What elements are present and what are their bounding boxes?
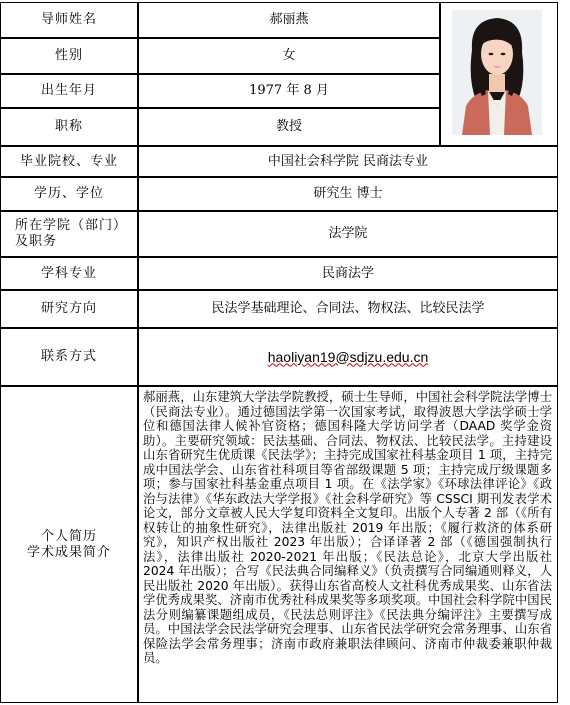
school-value: 中国社会科学院 民商法专业 <box>138 146 558 177</box>
contact-label: 联系方式 <box>0 328 138 386</box>
title-value: 教授 <box>138 108 440 146</box>
portrait-photo <box>452 10 542 135</box>
birth-value: 1977 年 8 月 <box>138 74 440 108</box>
gender-value: 女 <box>138 38 440 74</box>
discipline-value: 民商法学 <box>138 257 558 290</box>
college-value: 法学院 <box>138 211 558 257</box>
title-label: 职称 <box>0 108 138 146</box>
research-value: 民法学基础理论、合同法、物权法、比较民法学 <box>138 290 558 328</box>
degree-value: 研究生 博士 <box>138 177 558 211</box>
name-label: 导师姓名 <box>0 2 138 38</box>
degree-label: 学历、学位 <box>0 177 138 211</box>
college-label: 所在学院（部门）及职务 <box>0 211 138 257</box>
bio-label-line1: 个人简历 <box>40 528 97 544</box>
gender-label: 性别 <box>0 38 138 74</box>
discipline-label: 学科专业 <box>0 257 138 290</box>
research-label: 研究方向 <box>0 290 138 328</box>
contact-value <box>138 328 558 386</box>
birth-label: 出生年月 <box>0 74 138 108</box>
school-label: 毕业院校、专业 <box>0 146 138 177</box>
portrait-image <box>452 10 542 135</box>
bio-text: 郝丽燕，山东建筑大学法学院教授，硕士生导师，中国社会科学院法学博士（民商法专业）。通过德国法学第一次国家考试，取得波恩大学法学硕士学位和德国法律人候补官资格；德国科隆大学访问学者（DAAD 奖学金资助）。主要研究领域：民法基础、合同法、物权法、比较民法学。主持建设山东省研究生优质课《民法学》；主持完成国家社科基金项目 1 项，主持完成中国法学会、山东省社科项目等省部级课题 5 项；主持完成厅级课题多项；参与国家社科基金重点项目 1 项。在《法学家》《环球法律评论》《政治与法律》《华东政法大学学报》《社会科学研究》等 CSSCI 期刊发表学术论文，部分文章被人民大学复印资料全文复印。出版个人专著 2 部（《所有权转让的抽象性研究》，法律出版社 2019 年出版；《履行救济的体系研究》，知识产权出版社 2023 年出版）；合译译著 2 部（《德国强制执行法》，法律出版社 2020-2021 年出版；《民法总论》，北京大学出版社 2024 年出版）；合写《民法典合同编释义》（负责撰写合同编通则释义，人民出版社 2020 年出版）。获得山东省高校人文社科优秀成果奖、山东省法学优秀成果奖、济南市优秀社科成果奖等多项奖项。中国社会科学院中国民法分则编纂课题组成员，《民法总则评注》《民法典分编评注》主要撰写成员。中国法学会民法学研究会理事、山东省民法学研究会常务理事、山东省保险法学会常务理事；济南市政府兼职法律顾问、济南市仲裁委兼职仲裁员。 <box>143 390 552 665</box>
bio-label <box>0 386 138 703</box>
name-value: 郝丽燕 <box>138 2 440 38</box>
email-link[interactable]: haoliyan19@sdjzu.edu.cn <box>267 348 429 365</box>
bio-label-line2: 学术成果简介 <box>26 544 111 560</box>
